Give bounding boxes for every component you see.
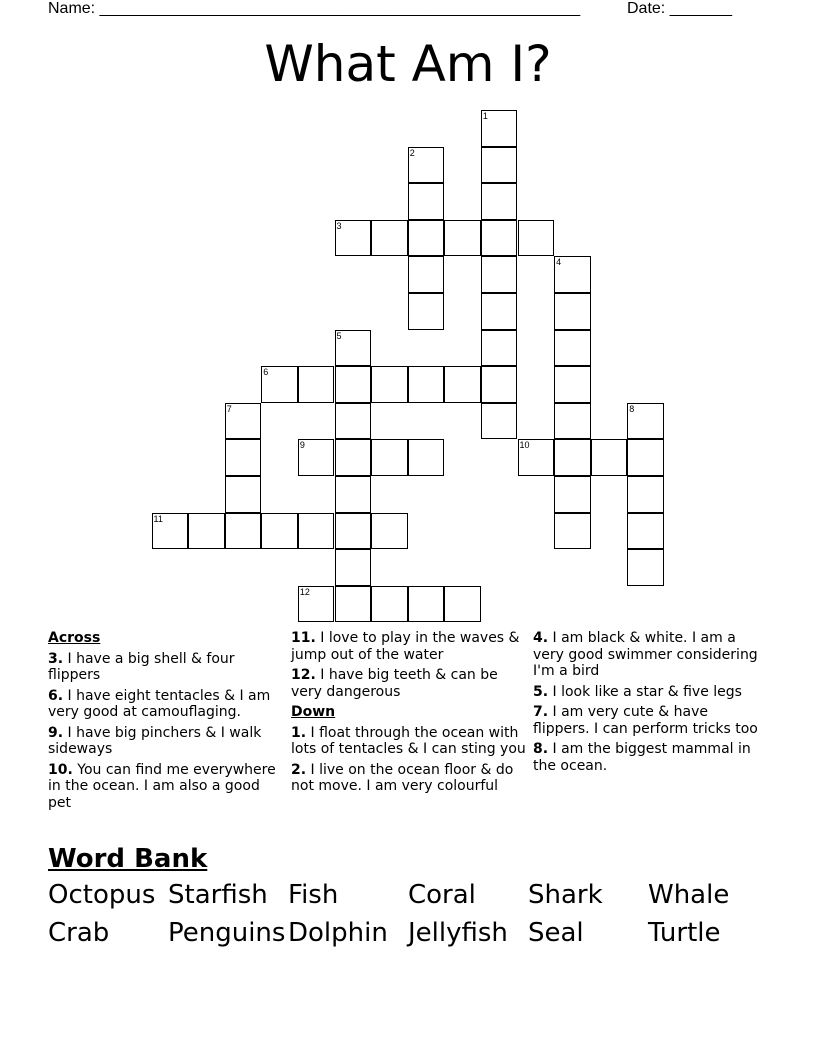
clue — [533, 704, 769, 737]
clue-text: You can find me everywhere in the ocean. I am also a good pet — [48, 761, 276, 811]
across-heading: Across — [48, 630, 101, 646]
clue-number: 11. — [291, 630, 316, 646]
clue — [48, 762, 284, 812]
word-bank-item: Coral — [408, 880, 476, 910]
clue-text: I am the biggest mammal in the ocean. — [533, 741, 751, 774]
cell-number: 9 — [299, 440, 305, 451]
cell-number: 10 — [519, 440, 530, 451]
clue-column-3 — [533, 630, 769, 778]
cell-number: 6 — [263, 367, 269, 378]
word-bank-item: Dolphin — [288, 918, 388, 948]
grid-cell[interactable] — [261, 513, 298, 550]
clue-number: 9. — [48, 724, 64, 741]
grid-cell[interactable] — [627, 513, 664, 550]
cell-number: 5 — [336, 330, 342, 341]
clue — [533, 741, 769, 774]
grid-cell[interactable] — [371, 513, 408, 550]
clue — [291, 762, 527, 795]
grid-cell[interactable] — [627, 476, 664, 513]
grid-cell[interactable] — [554, 293, 591, 330]
grid-cell[interactable] — [371, 586, 408, 623]
clue — [48, 688, 284, 721]
word-bank-item: Seal — [528, 918, 584, 948]
grid-cell[interactable] — [481, 220, 518, 257]
grid-cell[interactable] — [335, 330, 372, 367]
grid-cell[interactable] — [627, 403, 664, 440]
grid-cell[interactable] — [444, 220, 481, 257]
grid-cell[interactable] — [335, 220, 372, 257]
word-bank-item: Crab — [48, 918, 110, 948]
grid-cell[interactable] — [335, 549, 372, 586]
grid-cell[interactable] — [481, 403, 518, 440]
down-heading: Down — [291, 704, 336, 720]
cell-number: 3 — [336, 220, 342, 231]
grid-cell[interactable] — [481, 147, 518, 184]
grid-cell[interactable] — [518, 439, 555, 476]
grid-cell[interactable] — [335, 476, 372, 513]
word-bank-item: Fish — [288, 880, 339, 910]
clue — [533, 630, 769, 680]
grid-cell[interactable] — [371, 366, 408, 403]
grid-cell[interactable] — [554, 476, 591, 513]
grid-cell[interactable] — [518, 220, 555, 257]
grid-cell[interactable] — [408, 439, 445, 476]
clue-number: 1. — [291, 724, 307, 741]
grid-cell[interactable] — [335, 439, 372, 476]
page-title: What Am I? — [264, 35, 552, 93]
word-bank-item: Octopus — [48, 880, 156, 910]
grid-cell[interactable] — [554, 256, 591, 293]
grid-cell[interactable] — [481, 183, 518, 220]
cell-number: 1 — [482, 111, 488, 121]
grid-cell[interactable] — [298, 366, 335, 403]
grid-cell[interactable] — [627, 549, 664, 586]
grid-cell[interactable] — [554, 439, 591, 476]
clue — [291, 630, 527, 663]
grid-cell[interactable] — [225, 513, 262, 550]
clue-number: 4. — [533, 630, 549, 646]
grid-cell[interactable] — [335, 586, 372, 623]
word-bank — [48, 880, 768, 956]
cell-number: 7 — [226, 403, 232, 414]
clue-text: I am very cute & have flippers. I can perform tricks too — [533, 704, 758, 737]
grid-cell[interactable] — [225, 403, 262, 440]
grid-cell[interactable] — [481, 293, 518, 330]
grid-cell[interactable] — [371, 439, 408, 476]
cell-number: 12 — [299, 586, 310, 597]
clue-number: 10. — [48, 761, 73, 778]
grid-cell[interactable] — [298, 513, 335, 550]
grid-cell[interactable] — [627, 439, 664, 476]
cell-number: 8 — [629, 403, 635, 414]
word-bank-item: Shark — [528, 880, 603, 910]
clue-text: I live on the ocean floor & do not move. I am very colourful — [291, 761, 514, 794]
grid-cell[interactable] — [591, 439, 628, 476]
clue-text: I have big teeth & can be very dangerous — [291, 667, 498, 700]
grid-cell[interactable] — [481, 256, 518, 293]
grid-cell[interactable] — [444, 586, 481, 623]
grid-cell[interactable] — [554, 330, 591, 367]
clue-number: 7. — [533, 704, 549, 720]
clue — [48, 725, 284, 758]
cell-number: 2 — [409, 147, 415, 158]
grid-cell[interactable] — [408, 256, 445, 293]
grid-cell[interactable] — [298, 439, 335, 476]
cell-number: 11 — [153, 513, 163, 524]
grid-cell[interactable] — [225, 476, 262, 513]
word-bank-item: Jellyfish — [408, 918, 508, 948]
clue — [48, 651, 284, 684]
grid-cell[interactable] — [261, 366, 298, 403]
clue-text: I love to play in the waves & jump out of the water — [291, 630, 520, 663]
cell-number: 4 — [556, 257, 562, 268]
grid-cell[interactable] — [554, 513, 591, 550]
clue-text: I am black & white. I am a very good swimmer considering I'm a bird — [533, 630, 758, 679]
clue-column-2 — [291, 630, 527, 799]
grid-cell[interactable] — [481, 366, 518, 403]
grid-cell[interactable] — [335, 366, 372, 403]
grid-cell[interactable] — [335, 513, 372, 550]
name-field-label: Name: ______________________________________________________ — [48, 0, 581, 17]
grid-cell[interactable] — [188, 513, 225, 550]
grid-cell[interactable] — [371, 220, 408, 257]
word-bank-item: Turtle — [648, 918, 721, 948]
grid-cell[interactable] — [554, 366, 591, 403]
grid-cell[interactable] — [408, 586, 445, 623]
clue-column-1 — [48, 630, 284, 815]
grid-cell[interactable] — [444, 366, 481, 403]
clue — [291, 725, 527, 758]
grid-cell[interactable] — [408, 293, 445, 330]
clue-text: I look like a star & five legs — [548, 683, 742, 700]
grid-cell[interactable] — [408, 366, 445, 403]
clue-number: 3. — [48, 650, 64, 667]
clue-number: 8. — [533, 741, 549, 757]
clue — [291, 667, 527, 700]
grid-cell[interactable] — [335, 403, 372, 440]
word-bank-item: Starfish — [168, 880, 268, 910]
grid-cell[interactable] — [481, 330, 518, 367]
grid-cell[interactable] — [554, 403, 591, 440]
clue-text: I have big pinchers & I walk sideways — [48, 724, 262, 757]
grid-cell[interactable] — [481, 110, 518, 147]
clue-number: 12. — [291, 667, 316, 683]
clue-number: 6. — [48, 687, 64, 704]
grid-cell[interactable] — [408, 220, 445, 257]
clue-text: I have a big shell & four flippers — [48, 650, 235, 683]
clue-number: 2. — [291, 761, 307, 778]
grid-cell[interactable] — [298, 586, 335, 623]
clue-text: I float through the ocean with lots of tentacles & I can sting you — [291, 724, 526, 757]
grid-cell[interactable] — [152, 513, 189, 550]
clue-text: I have eight tentacles & I am very good at camouflaging. — [48, 687, 271, 720]
grid-cell[interactable] — [408, 147, 445, 184]
clue-number: 5. — [533, 683, 549, 700]
clue — [533, 684, 769, 701]
word-bank-item: Whale — [648, 880, 730, 910]
word-bank-title: Word Bank — [48, 844, 208, 874]
word-bank-item: Penguins — [168, 918, 286, 948]
grid-cell[interactable] — [408, 183, 445, 220]
date-field-label: Date: _______ — [627, 0, 732, 17]
grid-cell[interactable] — [225, 439, 262, 476]
